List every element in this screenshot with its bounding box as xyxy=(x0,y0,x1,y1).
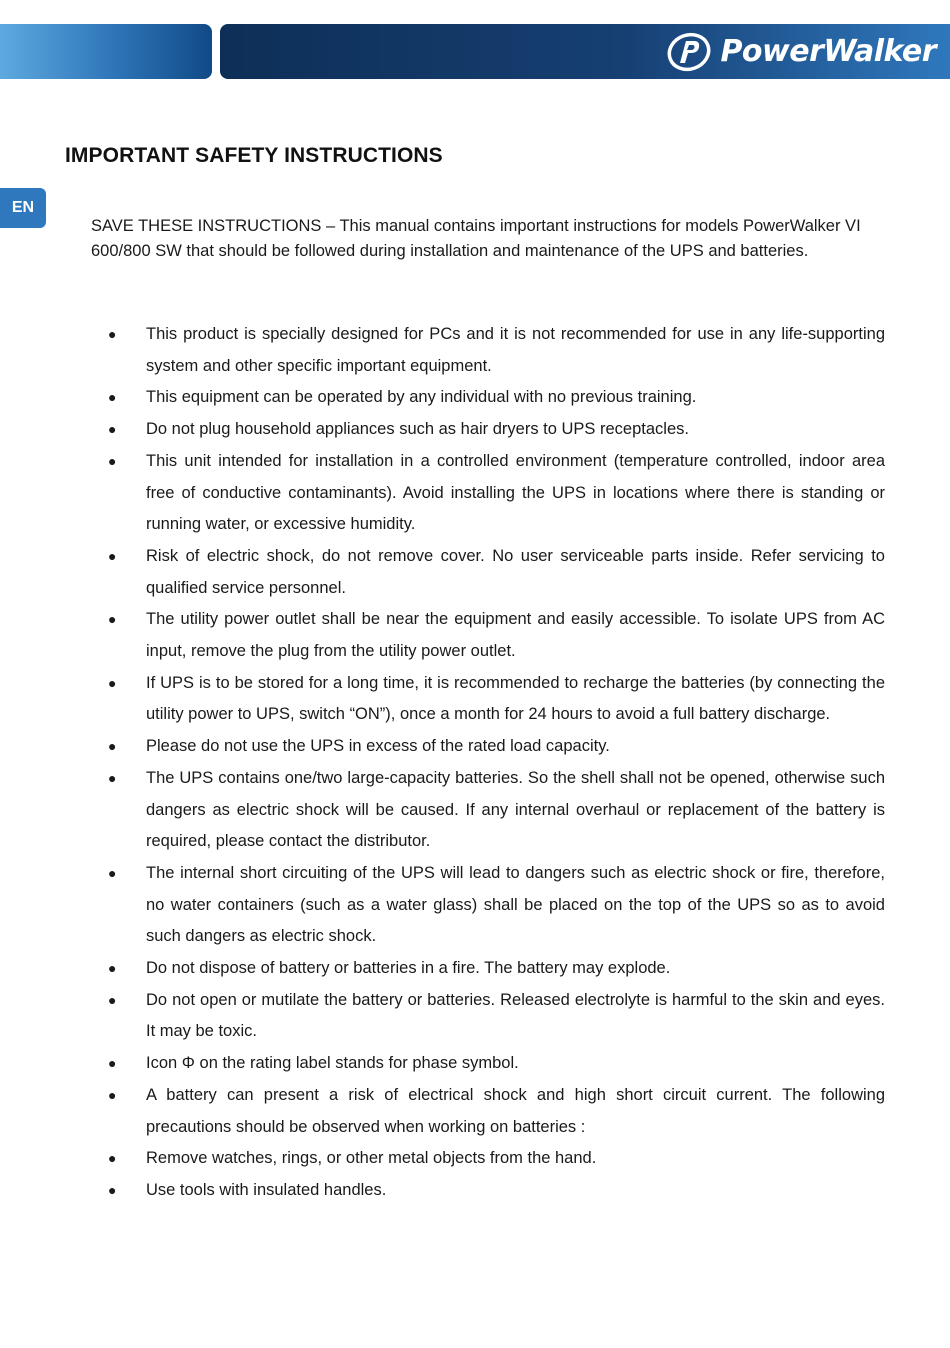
header-band-left xyxy=(0,24,212,79)
list-item-text: Risk of electric shock, do not remove cover. No user serviceable parts inside. Refer servicing to qualified service personnel. xyxy=(146,546,885,597)
bullet-icon: ● xyxy=(108,421,117,438)
brand-name: PowerWalker xyxy=(720,34,936,69)
brand-logo xyxy=(664,24,936,79)
bullet-icon: ● xyxy=(108,1181,117,1198)
language-tab-label: EN xyxy=(11,199,35,216)
list-item-text: The utility power outlet shall be near the equipment and easily accessible. To isolate UPS from AC input, remove the plug from the utility power outlet. xyxy=(146,610,885,661)
list-item xyxy=(108,414,885,446)
list-item-text: Do not open or mutilate the battery or batteries. Released electrolyte is harmful to the skin and eyes. It may be toxic. xyxy=(146,990,885,1041)
list-item xyxy=(108,604,885,667)
list-item-text: A battery can present a risk of electrical shock and high short circuit current. The following precautions should be observed when working on batteries : xyxy=(146,1085,885,1136)
list-item xyxy=(108,382,885,414)
powerwalker-logo-icon xyxy=(664,32,714,72)
list-item xyxy=(108,1048,885,1080)
list-item xyxy=(108,731,885,763)
list-item-text: This equipment can be operated by any individual with no previous training. xyxy=(146,388,697,407)
list-item xyxy=(108,446,885,541)
list-item xyxy=(108,763,885,858)
list-item-text: This product is specially designed for PCs and it is not recommended for use in any life-supporting system and other specific important equipment. xyxy=(146,325,885,375)
bullet-icon: ● xyxy=(108,864,117,881)
list-item-text: This unit intended for installation in a controlled environment (temperature controlled, indoor area free of conductive contaminants). Avoid installing the UPS in locations where there is standing or running water, or excessive humidity. xyxy=(146,451,885,534)
bullet-icon: ● xyxy=(108,611,117,628)
list-item xyxy=(108,1175,885,1207)
list-item xyxy=(108,541,885,604)
language-tab[interactable] xyxy=(0,188,46,228)
list-item-text: The UPS contains one/two large-capacity batteries. So the shell shall not be opened, otherwise such dangers as electric shock will be caused. If any internal overhaul or replacement of the battery is required, please contact the distributor. xyxy=(146,768,885,851)
list-item xyxy=(108,1143,885,1175)
safety-instructions-list xyxy=(0,319,950,1207)
bullet-icon: ● xyxy=(108,1055,117,1072)
bullet-icon: ● xyxy=(108,738,117,755)
list-item-text: Remove watches, rings, or other metal objects from the hand. xyxy=(146,1149,597,1168)
bullet-icon: ● xyxy=(108,674,117,691)
list-item-text: Do not plug household appliances such as hair dryers to UPS receptacles. xyxy=(146,420,689,439)
list-item xyxy=(108,668,885,731)
list-item-text: Please do not use the UPS in excess of the rated load capacity. xyxy=(146,737,610,756)
list-item-text: If UPS is to be stored for a long time, it is recommended to recharge the batteries (by connecting the utility power to UPS, switch “ON”), once a month for 24 hours to avoid a full battery discharge. xyxy=(146,673,885,724)
bullet-icon: ● xyxy=(108,326,117,342)
list-item xyxy=(108,953,885,985)
list-item xyxy=(108,985,885,1048)
list-item xyxy=(108,858,885,953)
page-title: IMPORTANT SAFETY INSTRUCTIONS xyxy=(65,144,443,167)
list-item-text: Icon Φ on the rating label stands for phase symbol. xyxy=(146,1054,519,1073)
list-item-text: Do not dispose of battery or batteries in a fire. The battery may explode. xyxy=(146,959,671,978)
bullet-icon: ● xyxy=(108,389,117,406)
intro-paragraph: SAVE THESE INSTRUCTIONS – This manual contains important instructions for models PowerWalker VI 600/800 SW that should be followed during installation and maintenance of the UPS and batteries. xyxy=(91,217,861,260)
bullet-icon: ● xyxy=(108,960,117,977)
list-item xyxy=(108,1080,885,1143)
bullet-icon: ● xyxy=(108,991,117,1008)
list-item-text: The internal short circuiting of the UPS will lead to dangers such as electric shock or fire, therefore, no water containers (such as a water glass) shall be placed on the top of the UPS so as to avoid such dangers as electric shock. xyxy=(146,863,885,946)
bullet-icon: ● xyxy=(108,452,117,469)
bullet-icon: ● xyxy=(108,1150,117,1167)
bullet-icon: ● xyxy=(108,547,117,564)
list-item xyxy=(108,319,885,382)
bullet-icon: ● xyxy=(108,769,117,786)
bullet-icon: ● xyxy=(108,1086,117,1103)
list-item-text: Use tools with insulated handles. xyxy=(146,1180,387,1199)
